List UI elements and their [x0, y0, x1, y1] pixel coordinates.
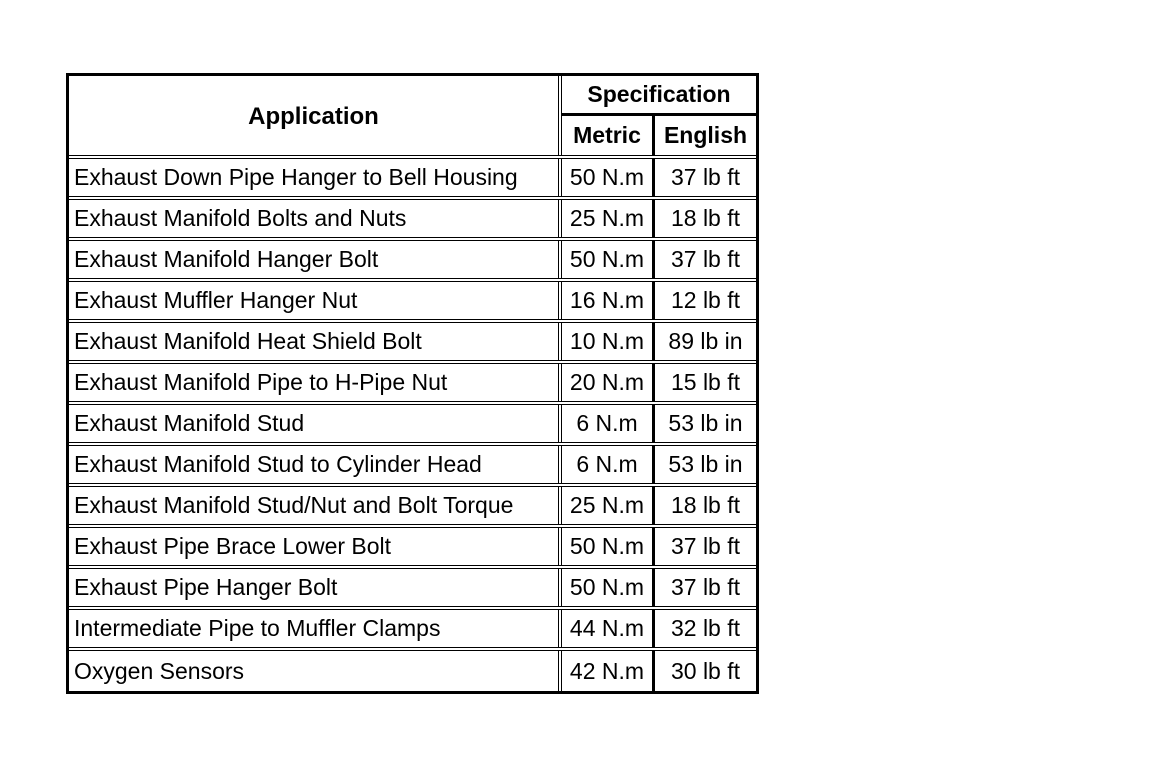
metric-value-cell: 50 N.m: [562, 241, 655, 278]
english-value-cell: 37 lb ft: [670, 533, 741, 559]
application-cell: Exhaust Manifold Bolts and Nuts: [69, 200, 562, 237]
english-value-cell: 18 lb ft: [670, 492, 741, 518]
table-row: [69, 364, 756, 405]
application-cell: Exhaust Manifold Pipe to H-Pipe Nut: [69, 364, 562, 401]
english-value-cell: 37 lb ft: [670, 246, 741, 272]
application-header: Application: [69, 76, 562, 155]
metric-value-cell: 50 N.m: [562, 569, 655, 606]
application-cell: Exhaust Manifold Hanger Bolt: [69, 241, 562, 278]
table-row: [69, 241, 756, 282]
table-row: [69, 200, 756, 241]
table-row: [69, 487, 756, 528]
metric-value-cell: 44 N.m: [562, 610, 655, 647]
english-value-cell: 53 lb in: [668, 410, 743, 436]
metric-value-cell: 25 N.m: [562, 200, 655, 237]
table-row: [69, 651, 756, 691]
metric-value-cell: 6 N.m: [562, 405, 655, 442]
metric-value-cell: 50 N.m: [562, 159, 655, 196]
metric-value-cell: 25 N.m: [562, 487, 655, 524]
application-cell: Exhaust Down Pipe Hanger to Bell Housing: [69, 159, 562, 196]
table-row: [69, 528, 756, 569]
table-row: [69, 282, 756, 323]
application-cell: Oxygen Sensors: [69, 651, 562, 691]
english-value-cell: 15 lb ft: [670, 369, 741, 395]
english-value-cell: 30 lb ft: [670, 657, 741, 684]
metric-value-cell: 16 N.m: [562, 282, 655, 319]
specification-header: Specification: [562, 76, 756, 116]
application-cell: Exhaust Manifold Stud to Cylinder Head: [69, 446, 562, 483]
table-body: [69, 159, 756, 691]
english-value-cell: 37 lb ft: [670, 574, 741, 600]
english-value-cell: 32 lb ft: [670, 615, 741, 641]
table-row: [69, 323, 756, 364]
metric-value-cell: 6 N.m: [562, 446, 655, 483]
application-cell: Exhaust Muffler Hanger Nut: [69, 282, 562, 319]
application-cell: Exhaust Pipe Brace Lower Bolt: [69, 528, 562, 565]
table-row: [69, 610, 756, 651]
metric-header: Metric: [562, 116, 655, 155]
english-value-cell: 89 lb in: [668, 328, 743, 354]
application-cell: Exhaust Manifold Stud/Nut and Bolt Torque: [69, 487, 562, 524]
table-row: [69, 446, 756, 487]
table-row: [69, 159, 756, 200]
english-value-cell: 18 lb ft: [670, 205, 741, 231]
application-cell: Exhaust Pipe Hanger Bolt: [69, 569, 562, 606]
application-cell: Intermediate Pipe to Muffler Clamps: [69, 610, 562, 647]
metric-value-cell: 10 N.m: [562, 323, 655, 360]
english-header: English: [663, 122, 748, 148]
english-value-cell: 12 lb ft: [670, 287, 741, 313]
table-row: [69, 405, 756, 446]
application-cell: Exhaust Manifold Heat Shield Bolt: [69, 323, 562, 360]
metric-value-cell: 42 N.m: [562, 651, 655, 691]
english-value-cell: 53 lb in: [668, 451, 743, 477]
table-header: [69, 76, 756, 159]
metric-value-cell: 50 N.m: [562, 528, 655, 565]
metric-value-cell: 20 N.m: [562, 364, 655, 401]
application-cell: Exhaust Manifold Stud: [69, 405, 562, 442]
table-row: [69, 569, 756, 610]
torque-spec-table: [66, 73, 759, 694]
unit-header-row: [562, 116, 756, 155]
english-value-cell: 37 lb ft: [670, 164, 741, 190]
specification-header-group: [562, 76, 756, 155]
